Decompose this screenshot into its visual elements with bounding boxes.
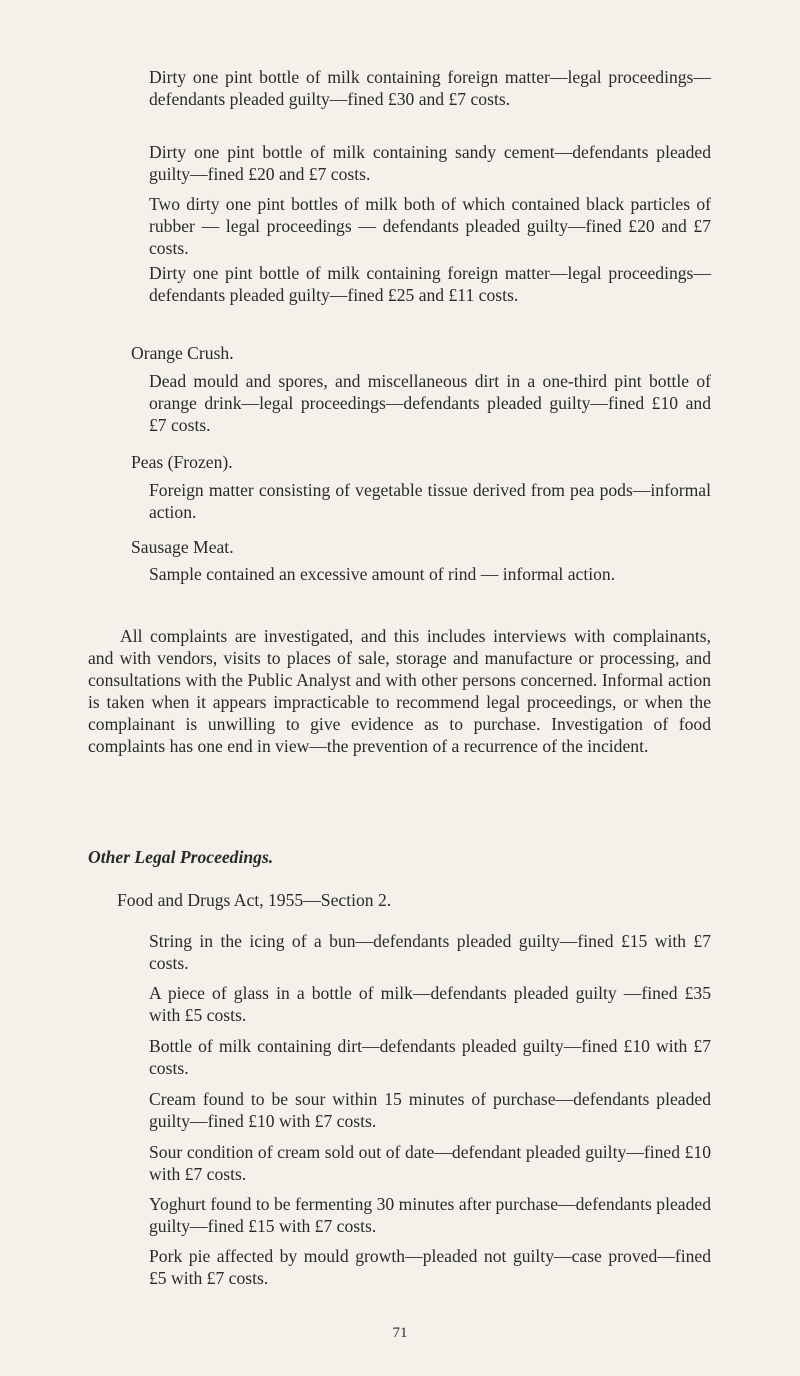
sausage-entry: Sample contained an excessive amount of rind — informal action. xyxy=(149,564,616,584)
legal-entry: Sour condition of cream sold out of date—defendant pleaded guilty—fined £10 with £7 costs. xyxy=(149,1142,711,1184)
peas-entry: Foreign matter consisting of vegetable tissue derived from pea pods—informal action. xyxy=(149,480,711,522)
legal-entry: Yoghurt found to be fermenting 30 minutes after purchase—defendants pleaded guilty—fined £15 with £7 costs. xyxy=(149,1194,711,1236)
other-legal-proceedings-title: Other Legal Proceedings. xyxy=(88,847,274,867)
page-number: 71 xyxy=(392,1325,408,1341)
milk-complaint-entry: Dirty one pint bottle of milk containing foreign matter—legal proceedings—defendants pleaded guilty—fined £30 and £7 costs. xyxy=(149,67,711,109)
milk-complaint-entry: Two dirty one pint bottles of milk both of which contained black particles of rubber — legal proceedings — defendants pleaded guilty—fined £20 and £7 costs. xyxy=(149,194,711,258)
legal-entry: Cream found to be sour within 15 minutes of purchase—defendants pleaded guilty—fined £10 with £7 costs. xyxy=(149,1089,711,1131)
orange-crush-heading: Orange Crush. xyxy=(131,343,234,363)
orange-crush-entry: Dead mould and spores, and miscellaneous dirt in a one-third pint bottle of orange drink—legal proceedings—defendants pleaded guilty—fined £10 and £7 costs. xyxy=(149,371,711,435)
act-heading: Food and Drugs Act, 1955—Section 2. xyxy=(117,890,392,910)
legal-entry: Bottle of milk containing dirt—defendants pleaded guilty—fined £10 with £7 costs. xyxy=(149,1036,711,1078)
peas-heading: Peas (Frozen). xyxy=(131,452,233,472)
sausage-heading: Sausage Meat. xyxy=(131,537,234,557)
legal-entry: String in the icing of a bun—defendants pleaded guilty—fined £15 with £7 costs. xyxy=(149,931,711,973)
legal-entry: A piece of glass in a bottle of milk—defendants pleaded guilty —fined £35 with £5 costs. xyxy=(149,983,711,1025)
legal-entry: Pork pie affected by mould growth—pleaded not guilty—case proved—fined £5 with £7 costs. xyxy=(149,1246,711,1288)
complaints-paragraph: All complaints are investigated, and this includes interviews with complainants, and with vendors, visits to places of sale, storage and manufacture or processing, and consultations with the Public Analyst and with other persons concerned. Informal action is taken when it appears impracticable to recommend legal proceedings, or when the complainant is unwilling to give evidence as to purchase. Investigation of food complaints has one end in view—the prevention of a recurrence of the incident. xyxy=(88,626,711,756)
milk-complaint-entry: Dirty one pint bottle of milk containing sandy cement—defendants pleaded guilty—fined £20 and £7 costs. xyxy=(149,142,711,184)
milk-complaint-entry: Dirty one pint bottle of milk containing foreign matter—legal proceedings—defendants pleaded guilty—fined £25 and £11 costs. xyxy=(149,263,711,305)
